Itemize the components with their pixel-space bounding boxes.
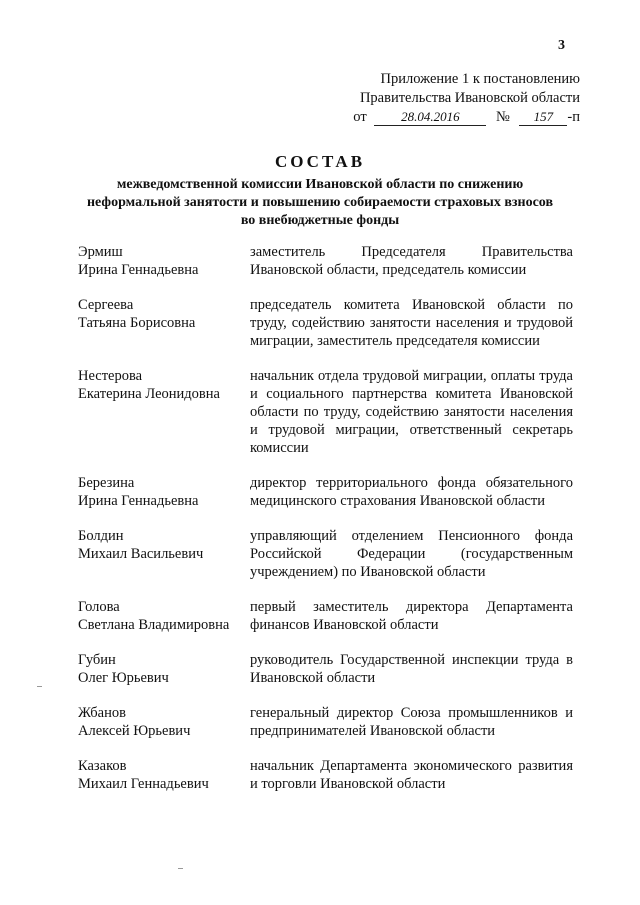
member-position: руководитель Государственной инспекции труда в Ивановской области	[250, 652, 573, 686]
member-given-names: Ирина Геннадьевна	[78, 262, 199, 278]
member-row	[78, 651, 573, 687]
handwritten-date: 28.04.2016	[374, 109, 486, 126]
number-label: №	[495, 109, 510, 125]
member-surname: Казаков	[78, 758, 127, 774]
scan-speck	[37, 686, 42, 687]
member-surname: Жбанов	[78, 705, 126, 721]
member-row	[78, 757, 573, 793]
member-surname: Нестерова	[78, 368, 143, 384]
header-line-2: Правительства Ивановской области	[359, 90, 580, 106]
member-position: заместитель Председателя Правительства Ивановской области, председатель комиссии	[250, 244, 573, 278]
member-surname: Губин	[78, 652, 116, 668]
member-position: начальник отдела трудовой миграции, оплаты труда и социального партнерства комитета Ивановской области по труду, содействию занятости населения и трудовой миграции, ответственный секретарь комиссии	[250, 368, 573, 456]
member-given-names: Ирина Геннадьевна	[78, 493, 199, 509]
page-number: 3	[558, 38, 565, 53]
member-position: начальник Департамента экономического развития и торговли Ивановской области	[250, 758, 573, 792]
member-row	[78, 474, 573, 510]
member-row	[78, 243, 573, 279]
scan-speck	[178, 868, 183, 869]
title-block	[60, 150, 580, 230]
member-name	[78, 598, 250, 634]
member-surname: Болдин	[78, 528, 124, 544]
handwritten-number: 157	[519, 109, 567, 126]
member-given-names: Михаил Васильевич	[78, 546, 204, 562]
member-row	[78, 367, 573, 457]
member-name	[78, 296, 250, 350]
member-given-names: Олег Юрьевич	[78, 670, 169, 686]
member-position: директор территориального фонда обязательного медицинского страхования Ивановской области	[250, 475, 573, 509]
member-name	[78, 527, 250, 581]
member-name	[78, 367, 250, 457]
member-row	[78, 527, 573, 581]
members-list	[78, 243, 573, 810]
member-given-names: Светлана Владимировна	[78, 617, 230, 633]
member-surname: Голова	[78, 599, 120, 615]
member-name	[78, 651, 250, 687]
member-position: первый заместитель директора Департамента финансов Ивановской области	[250, 599, 573, 633]
member-given-names: Татьяна Борисовна	[78, 315, 196, 331]
member-position: управляющий отделением Пенсионного фонда Российской Федерации (государственным учреждением) по Ивановской области	[250, 528, 573, 580]
member-surname: Березина	[78, 475, 135, 491]
number-suffix: -п	[567, 109, 580, 125]
member-name	[78, 243, 250, 279]
header-line-3	[300, 108, 580, 127]
member-surname: Сергеева	[78, 297, 134, 313]
from-label: от	[353, 109, 367, 125]
member-position: председатель комитета Ивановской области по труду, содействию занятости населения и трудовой миграции, заместитель председателя комиссии	[250, 297, 573, 349]
member-name	[78, 757, 250, 793]
member-given-names: Алексей Юрьевич	[78, 723, 191, 739]
member-name	[78, 704, 250, 740]
member-name	[78, 474, 250, 510]
document-header	[300, 70, 580, 127]
member-given-names: Михаил Геннадьевич	[78, 776, 209, 792]
member-row	[78, 704, 573, 740]
header-line-1: Приложение 1 к постановлению	[380, 71, 580, 87]
document-title: СОСТАВ	[274, 152, 366, 171]
document-subtitle: межведомственной комиссии Ивановской области по снижению неформальной занятости и повышению собираемости страховых взносов во внебюджетные фонды	[86, 177, 554, 228]
member-surname: Эрмиш	[78, 244, 123, 260]
member-position: генеральный директор Союза промышленников и предпринимателей Ивановской области	[250, 705, 573, 739]
member-row	[78, 598, 573, 634]
member-row	[78, 296, 573, 350]
member-given-names: Екатерина Леонидовна	[78, 386, 220, 402]
